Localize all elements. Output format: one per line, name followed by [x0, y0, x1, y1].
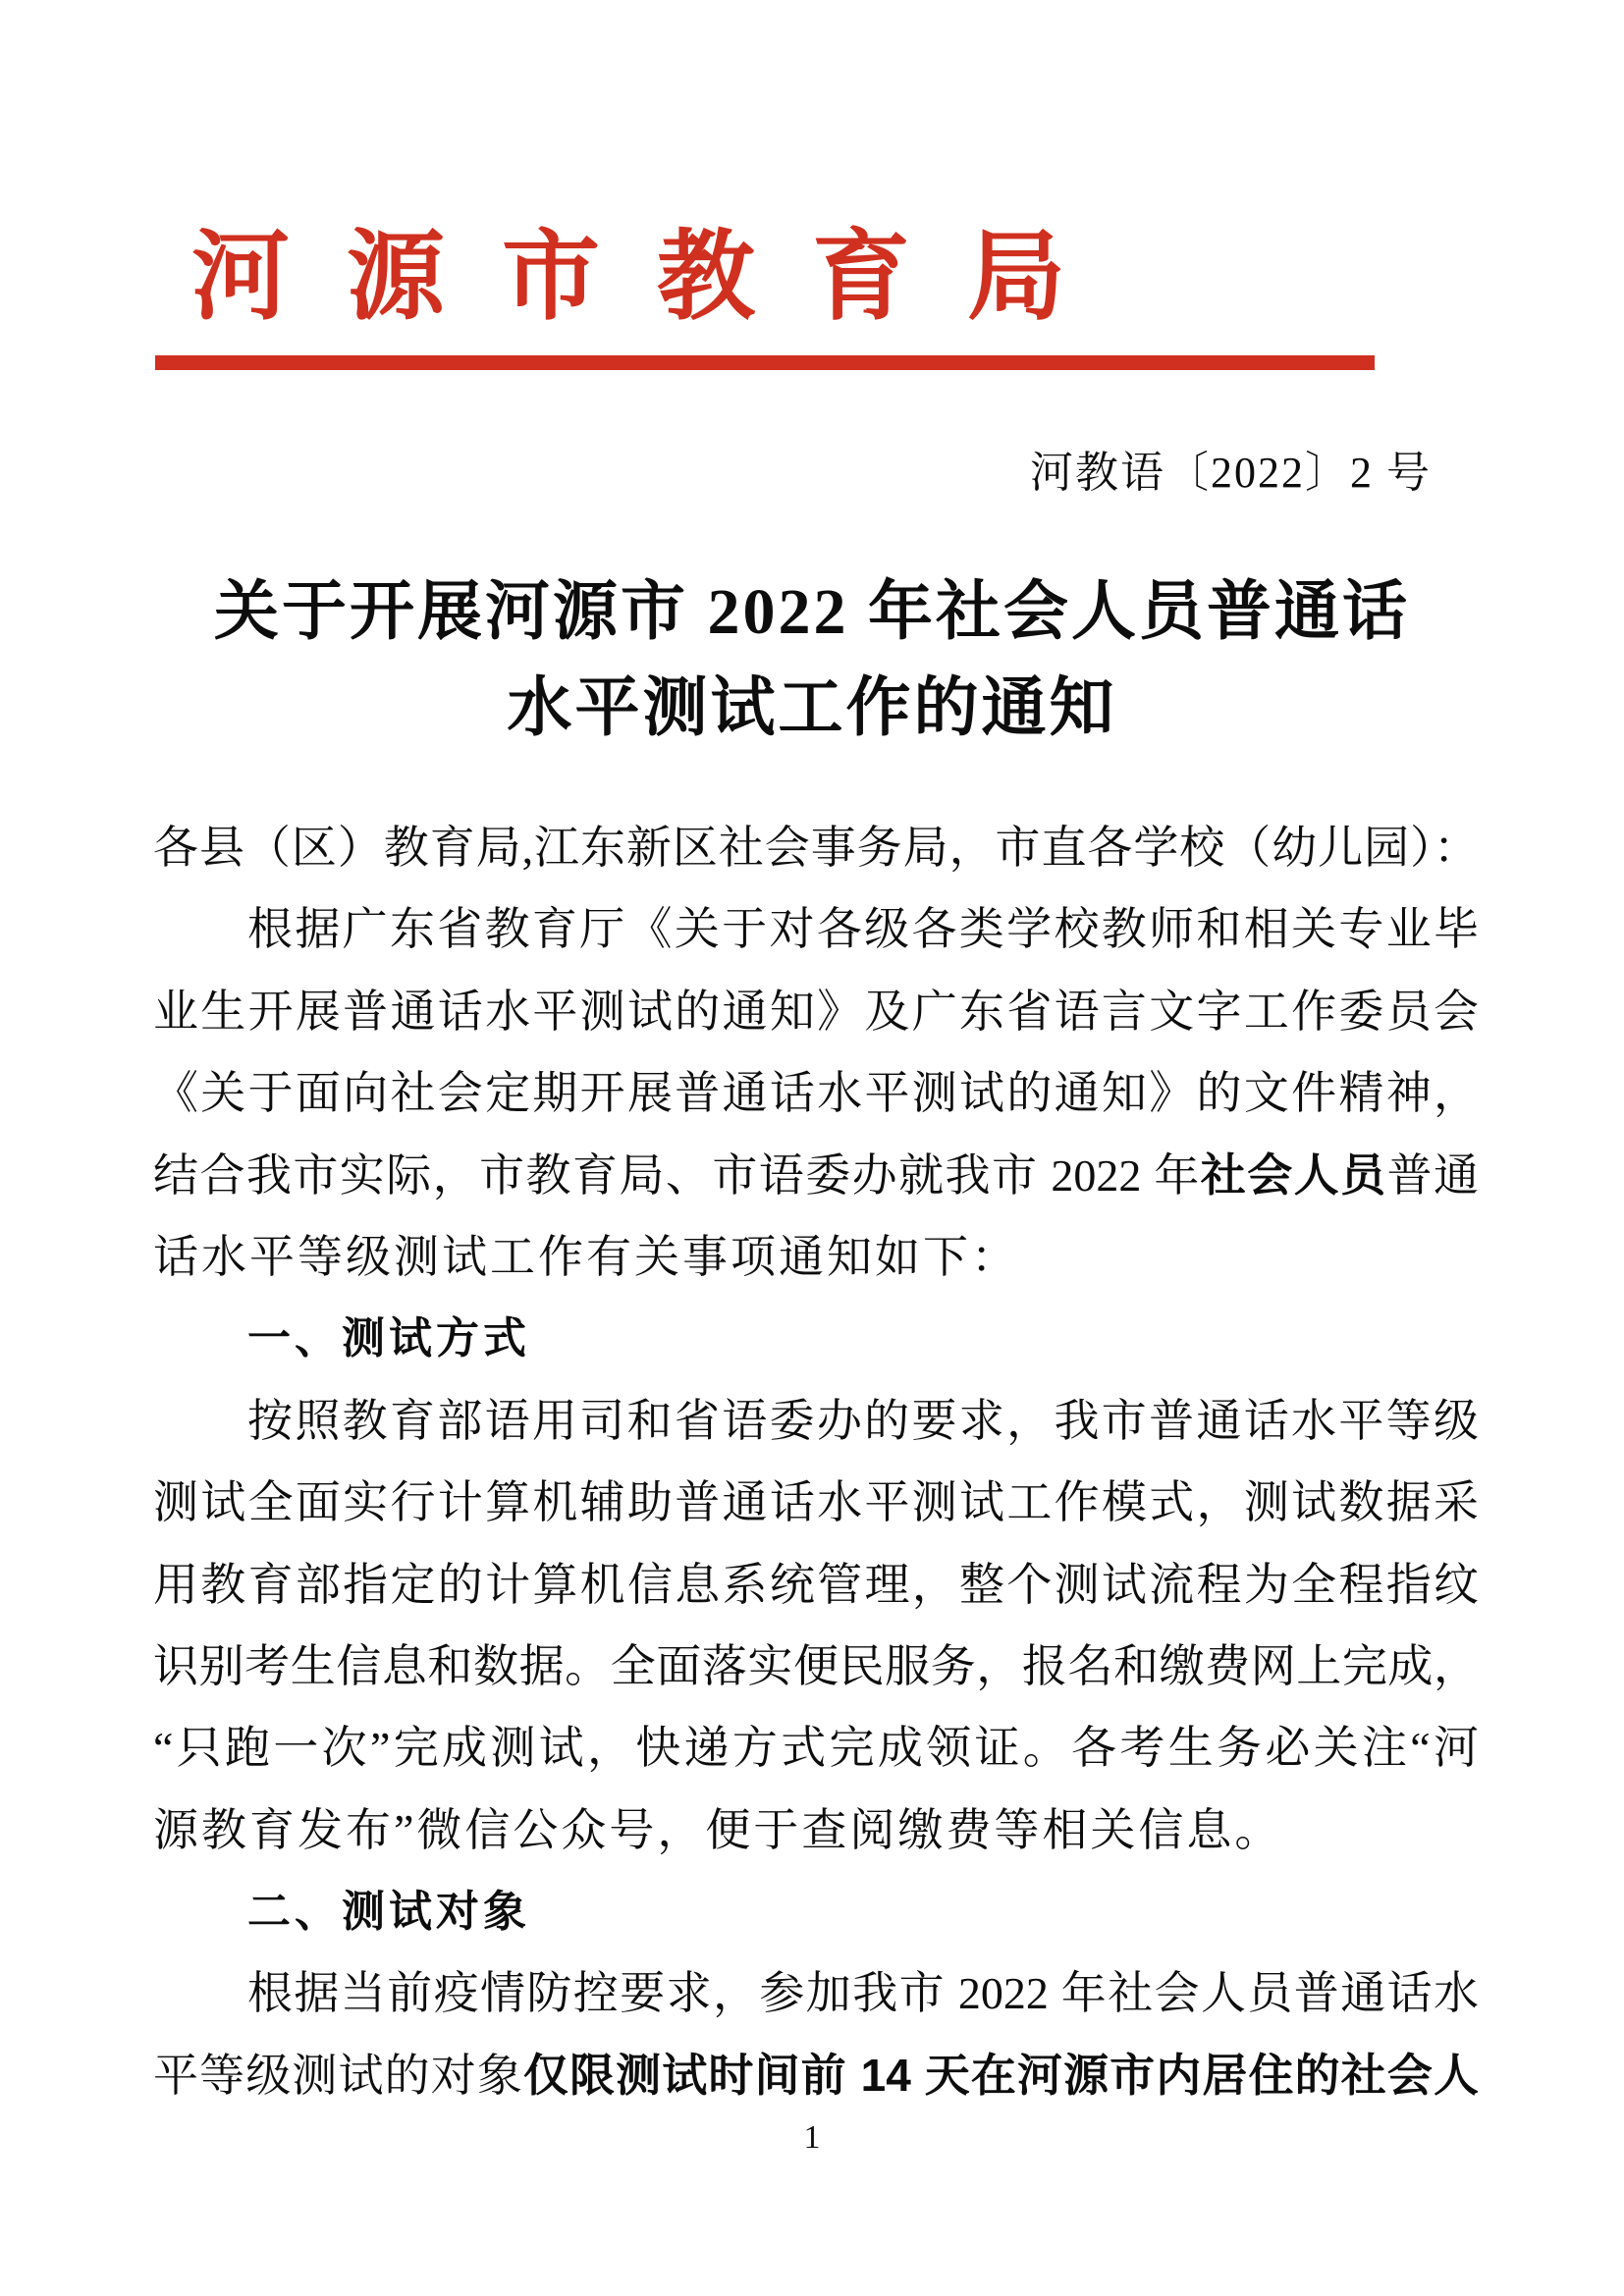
- salutation: 各县（区）教育局,江东新区社会事务局，市直各学校（幼儿园）：: [153, 823, 1479, 873]
- section-2-heading: 二、测试对象: [247, 1888, 530, 1937]
- para1-line1: 根据广东省教育厅《关于对各级各类学校教师和相关专业毕: [247, 904, 1479, 955]
- para2-line6: 源教育发布”微信公众号，便于查阅缴费等相关信息。: [153, 1804, 1283, 1855]
- section-1-heading: 一、测试方式: [247, 1314, 530, 1363]
- para1-line2: 业生开展普通话水平测试的通知》及广东省语言文字工作委员会: [153, 986, 1479, 1037]
- title-line-1: 关于开展河源市 2022 年社会人员普通话: [214, 576, 1410, 648]
- para3-line2: [153, 2035, 1479, 2116]
- para1-line4-text: 结合我市实际，市教育局、市语委办就我市 2022 年: [153, 1149, 1201, 1201]
- para1-line4: [153, 1135, 1479, 1216]
- para2-line4: 识别考生信息和数据。全面落实便民服务，报名和缴费网上完成，: [153, 1640, 1479, 1691]
- para1-line5: 话水平等级测试工作有关事项通知如下：: [153, 1231, 1019, 1282]
- letterhead-divider-line: [155, 355, 1375, 370]
- para2-line2: 测试全面实行计算机辅助普通话水平测试工作模式，测试数据采: [153, 1477, 1479, 1528]
- para1-line4-tail: 普通: [1386, 1149, 1480, 1201]
- agency-letterhead: 河源市教育局: [191, 223, 1122, 332]
- bold-emphasis-residency-requirement: 仅限测试时间前 14 天在河源市内居住的社会人: [522, 2049, 1479, 2101]
- para3-line2-text: 平等级测试的对象: [153, 2050, 523, 2101]
- title-line-2: 水平测试工作的通知: [507, 672, 1117, 744]
- document-title: [0, 564, 1624, 757]
- document-body: [153, 807, 1479, 2116]
- para2-line5: “只跑一次”完成测试，快递方式完成领证。各考生务必关注“河: [153, 1723, 1479, 1774]
- doc-number: 河教语〔2022〕2 号: [1030, 449, 1432, 497]
- para1-line3: 《关于面向社会定期开展普通话水平测试的通知》的文件精神，: [153, 1068, 1479, 1119]
- bold-emphasis-social-personnel: 社会人员: [1200, 1148, 1387, 1201]
- para3-line1: 根据当前疫情防控要求，参加我市 2022 年社会人员普通话水: [247, 1968, 1479, 2019]
- para2-line3: 用教育部指定的计算机信息系统管理，整个测试流程为全程指纹: [153, 1559, 1479, 1610]
- para2-line1: 按照教育部语用司和省语委办的要求，我市普通话水平等级: [247, 1395, 1479, 1446]
- page-number: 1: [803, 2119, 821, 2156]
